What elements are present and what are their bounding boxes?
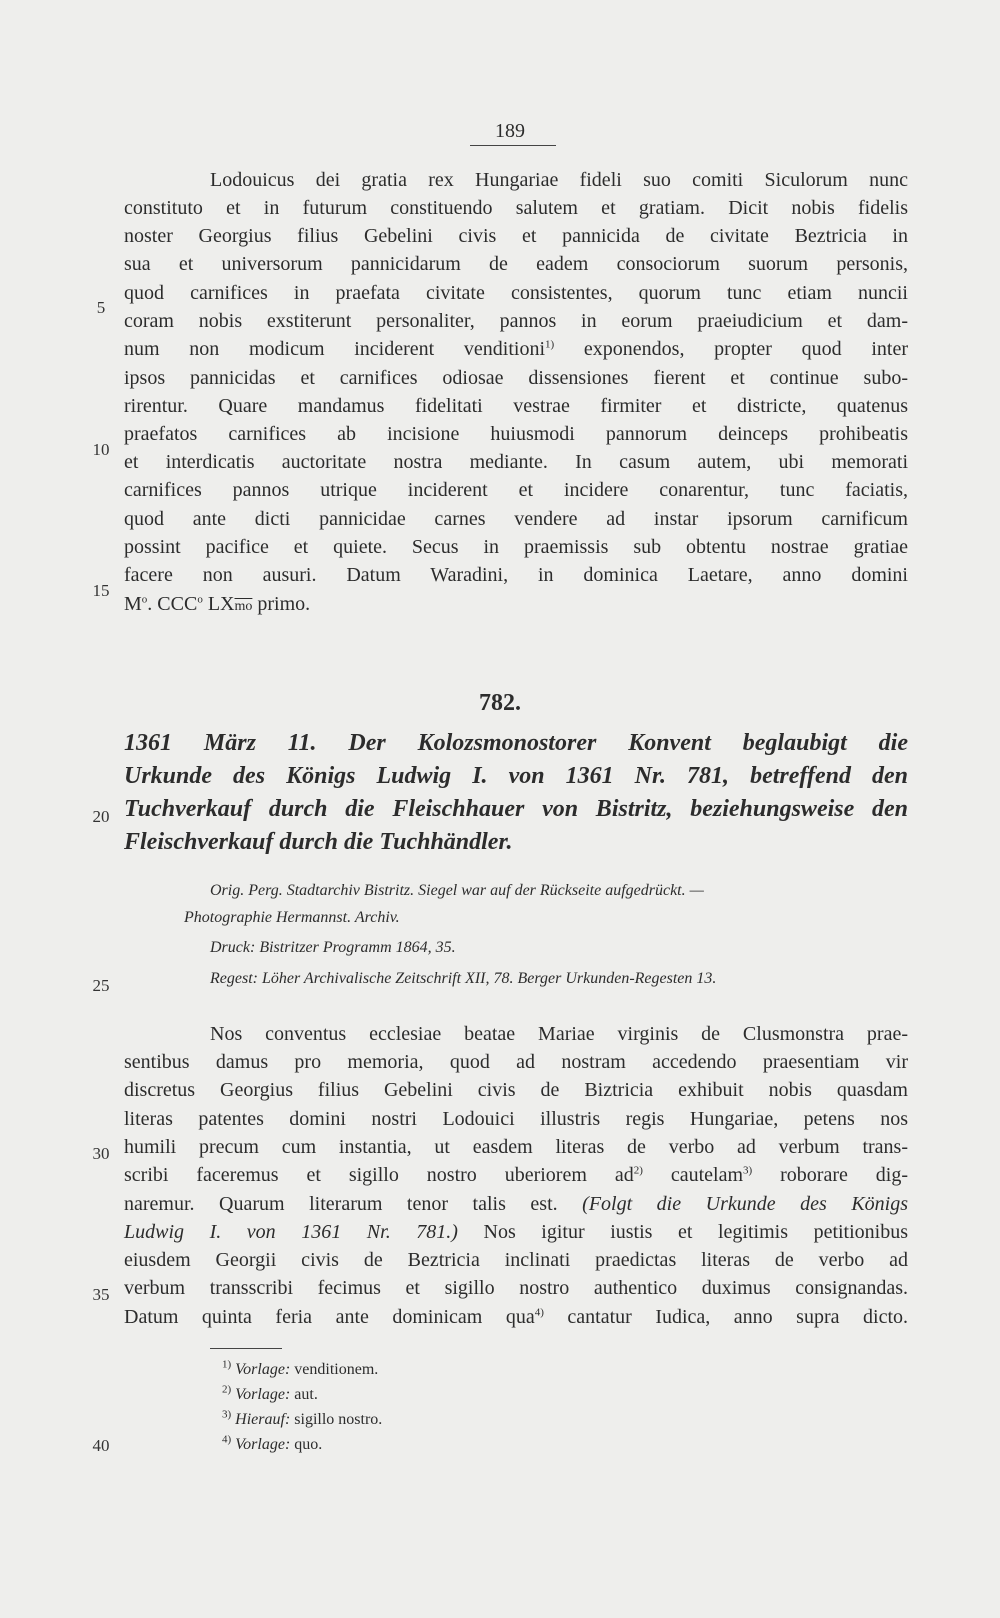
- text-line: carnifices pannos utrique inciderent et incidere conarentur, tunc faciatis,: [124, 479, 908, 501]
- text-fragment: exponendos, propter quod inter: [583, 338, 909, 360]
- line-number: 35: [92, 1285, 110, 1304]
- text-line: sentibus damus pro memoria, quod ad nostram accedendo praesentiam vir: [124, 1051, 908, 1073]
- text-fragment: Nos igitur iustis et legitimis petitionibus: [457, 1221, 909, 1243]
- text-line: constituto et in futurum constituendo salutem et gratiam. Dicit nobis fidelis: [124, 197, 908, 219]
- regest-line: Tuchverkauf durch die Fleischhauer von Bistritz, beziehungsweise den: [124, 796, 908, 822]
- source-druck: Druck: Bistritzer Programm 1864, 35.: [210, 939, 456, 956]
- text-line: discretus Georgius filius Gebelini civis de Biztricia exhibuit nobis quasdam: [124, 1079, 908, 1101]
- footnote-label: Hierauf:: [235, 1411, 291, 1428]
- text-fragment: Datum quinta feria ante dominicam qua: [124, 1306, 535, 1328]
- footnote-ref: 3): [743, 1164, 753, 1177]
- text-fragment: . CCC: [147, 593, 198, 615]
- footnote-ref: 4): [534, 1306, 544, 1319]
- footnote: [222, 1408, 382, 1432]
- footnote-label: Vorlage:: [235, 1436, 291, 1453]
- text-line: ipsos pannicidas et carnifices odiosae dissensiones fierent et continue subo-: [124, 367, 908, 389]
- text-line: noster Georgius filius Gebelini civis et pannicida de civitate Beztricia in: [124, 225, 908, 247]
- text-line: quod ante dicti pannicidae carnes vendere ad instar ipsorum carnificum: [124, 508, 908, 530]
- text-fragment: cantatur Iudica, anno supra dicto.: [543, 1306, 909, 1328]
- text-line: [124, 1218, 908, 1246]
- line-number: 40: [92, 1436, 110, 1455]
- text-fragment: naremur. Quarum literarum tenor talis est.: [124, 1193, 583, 1215]
- footnote-text: quo.: [294, 1436, 323, 1453]
- footnote-mark: 2): [222, 1383, 232, 1396]
- superscript-mark: o: [197, 593, 203, 606]
- text-line: eiusdem Georgii civis de Beztricia inclinati praedictas literas de verbo ad: [124, 1249, 908, 1271]
- text-fragment: cautelam: [642, 1164, 744, 1186]
- date-line: [124, 590, 908, 621]
- text-line: [124, 1161, 908, 1189]
- editorial-note: Ludwig I. von 1361 Nr. 781.): [124, 1221, 458, 1243]
- superscript-mark: o: [141, 593, 148, 606]
- footnote-mark: 1): [222, 1358, 232, 1371]
- text-line: verbum transscribi fecimus et sigillo nostro authentico duximus consignandas.: [124, 1277, 908, 1299]
- text-fragment: scribi faceremus et sigillo nostro uberiorem ad: [124, 1164, 634, 1186]
- text-line: et interdicatis auctoritate nostra mediante. In casum autem, ubi memorati: [124, 451, 908, 473]
- text-line: possint pacifice et quiete. Secus in praemissis sub obtentu nostrae gratiae: [124, 536, 908, 558]
- footnote-text: sigillo nostro.: [294, 1411, 383, 1428]
- text-line: Lodouicus dei gratia rex Hungariae fideli suo comiti Siculorum nunc: [210, 169, 908, 191]
- source-photo: Photographie Hermannst. Archiv.: [184, 909, 400, 926]
- text-line: literas patentes domini nostri Lodouici illustris regis Hungariae, petens nos: [124, 1108, 908, 1130]
- footnote: [222, 1433, 322, 1457]
- line-number: 5: [96, 298, 106, 317]
- line-number: 30: [92, 1144, 110, 1163]
- text-line: rirentur. Quare mandamus fidelitati vestrae firmiter et districte, quatenus: [124, 395, 908, 417]
- page-number-rule: [470, 145, 556, 146]
- line-number: 25: [92, 976, 110, 995]
- source-regest: Regest: Löher Archivalische Zeitschrift XII, 78. Berger Urkunden-Regesten 13.: [210, 970, 717, 987]
- text-line: facere non ausuri. Datum Waradini, in dominica Laetare, anno domini: [124, 564, 908, 586]
- regest-line: 1361 März 11. Der Kolozsmonostorer Konvent beglaubigt die: [124, 730, 908, 756]
- text-line: humili precum cum instantia, ut easdem literas de verbo ad verbum trans-: [124, 1136, 908, 1158]
- text-fragment: LX: [202, 593, 235, 615]
- footnote: [222, 1358, 378, 1382]
- text-line: [124, 335, 908, 363]
- footnote-mark: 3): [222, 1408, 232, 1421]
- footnote: [222, 1383, 318, 1407]
- text-line: praefatos carnifices ab incisione huiusmodi pannorum deinceps prohibeatis: [124, 423, 908, 445]
- text-line: quod carnifices in praefata civitate consistentes, quorum tunc etiam nuncii: [124, 282, 908, 304]
- regest-line: Fleischverkauf durch die Tuchhändler.: [124, 829, 513, 855]
- text-line: coram nobis exstiterunt personaliter, pannos in eorum praeiudicium et dam-: [124, 310, 908, 332]
- line-number: 20: [92, 807, 110, 826]
- footnote-text: aut.: [294, 1386, 318, 1403]
- text-line: [124, 1303, 908, 1331]
- abbreviation-mark: $\overline{mo}$: [234, 599, 253, 614]
- footnote-text: venditionem.: [294, 1361, 379, 1378]
- line-number: 10: [92, 440, 110, 459]
- source-orig: Orig. Perg. Stadtarchiv Bistritz. Siegel war auf der Rückseite aufgedrückt. —: [210, 882, 704, 899]
- text-line: Nos conventus ecclesiae beatae Mariae virginis de Clusmonstra prae-: [210, 1023, 908, 1045]
- footnote-rule: [210, 1348, 282, 1349]
- text-line: sua et universorum pannicidarum de eadem consociorum suorum personis,: [124, 253, 908, 275]
- footnote-label: Vorlage:: [235, 1361, 291, 1378]
- regest-line: Urkunde des Königs Ludwig I. von 1361 Nr. 781, betreffend den: [124, 763, 908, 789]
- footnote-ref: 2): [633, 1164, 643, 1177]
- text-fragment: primo.: [252, 593, 311, 615]
- footnote-label: Vorlage:: [235, 1386, 291, 1403]
- text-fragment: M: [124, 593, 142, 615]
- footnote-mark: 4): [222, 1433, 232, 1446]
- text-fragment: roborare dig-: [752, 1164, 909, 1186]
- footnote-ref: 1): [545, 338, 555, 351]
- text-fragment: num non modicum inciderent venditioni: [124, 338, 546, 360]
- page-number: 189: [495, 120, 525, 142]
- editorial-note: (Folgt die Urkunde des Königs: [582, 1193, 908, 1215]
- text-line: [124, 1190, 908, 1218]
- line-number: 15: [92, 581, 110, 600]
- document-number: 782.: [479, 690, 521, 716]
